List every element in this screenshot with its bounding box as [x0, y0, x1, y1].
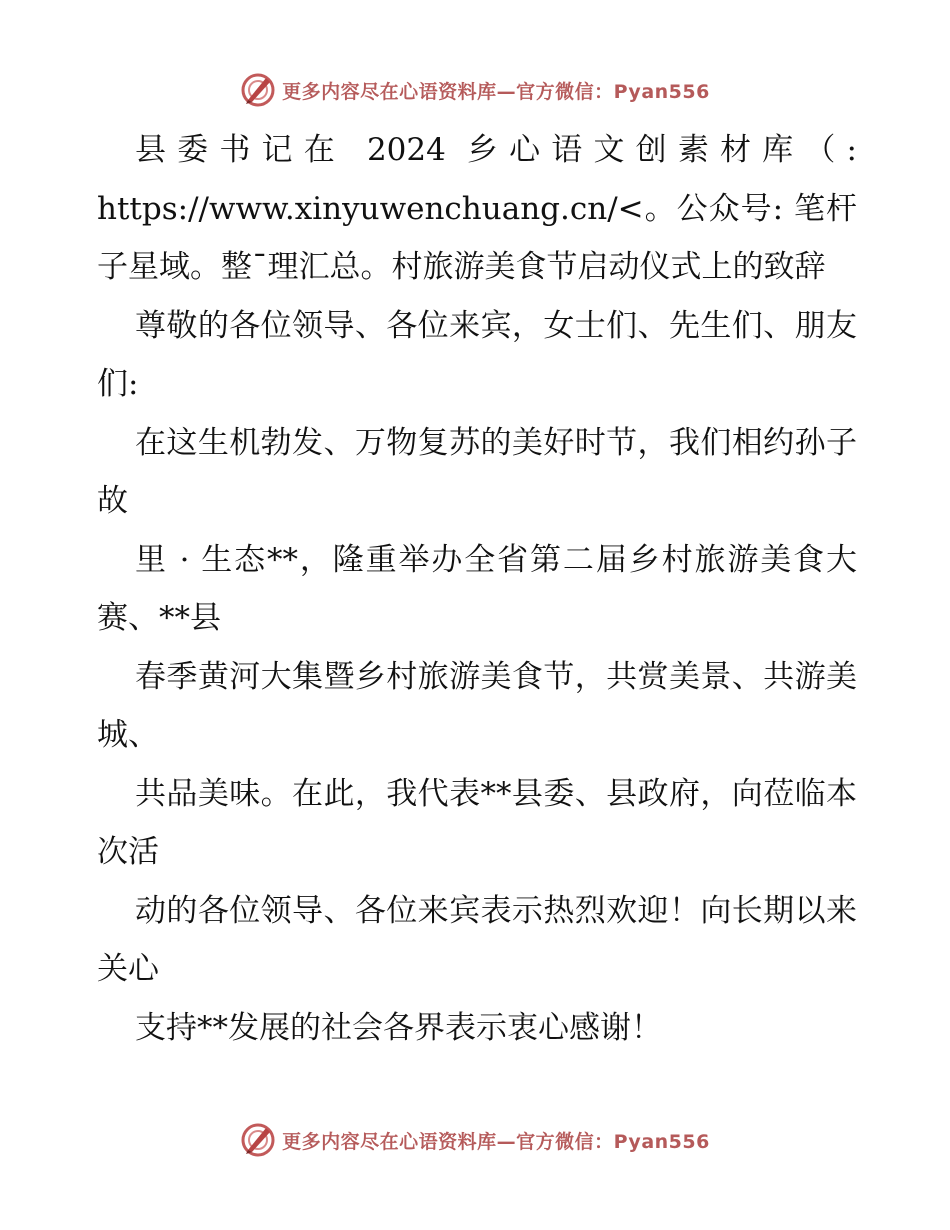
pen-logo-icon — [240, 1122, 276, 1158]
document-body — [97, 121, 857, 1057]
pen-logo-icon — [240, 72, 276, 108]
footer-banner — [0, 1120, 950, 1160]
paragraph-greeting: 尊敬的各位领导、各位来宾，女士们、先生们、朋友们: — [97, 307, 857, 402]
paragraph-line: 春季黄河大集暨乡村旅游美食节，共赏美景、共游美城、 — [97, 658, 857, 753]
header-banner-text: 更多内容尽在心语资料库—官方微信：Pyan556 — [282, 80, 710, 103]
paragraph-line: 里 · 生态**，隆重举办全省第二届乡村旅游美食大赛、**县 — [97, 541, 857, 636]
paragraph-line: 支持**发展的社会各界表示衷心感谢！ — [135, 1009, 662, 1046]
paragraph-line: 共品美味。在此，我代表**县委、县政府，向莅临本次活 — [97, 775, 857, 870]
paragraph-line: 动的各位领导、各位来宾表示热烈欢迎！向长期以来关心 — [97, 892, 857, 987]
header-banner — [0, 70, 950, 110]
footer-banner-text: 更多内容尽在心语资料库—官方微信：Pyan556 — [282, 1130, 710, 1153]
paragraph-title: 县委书记在 2024 乡心语文创素材库（: https://www.xinyuwenchuang.cn/<。公众号: 笔杆子星域。整¯理汇总。村旅游美食节启动仪式上的致辞 — [97, 132, 857, 285]
paragraph-line: 在这生机勃发、万物复苏的美好时节，我们相约孙子故 — [97, 424, 857, 519]
